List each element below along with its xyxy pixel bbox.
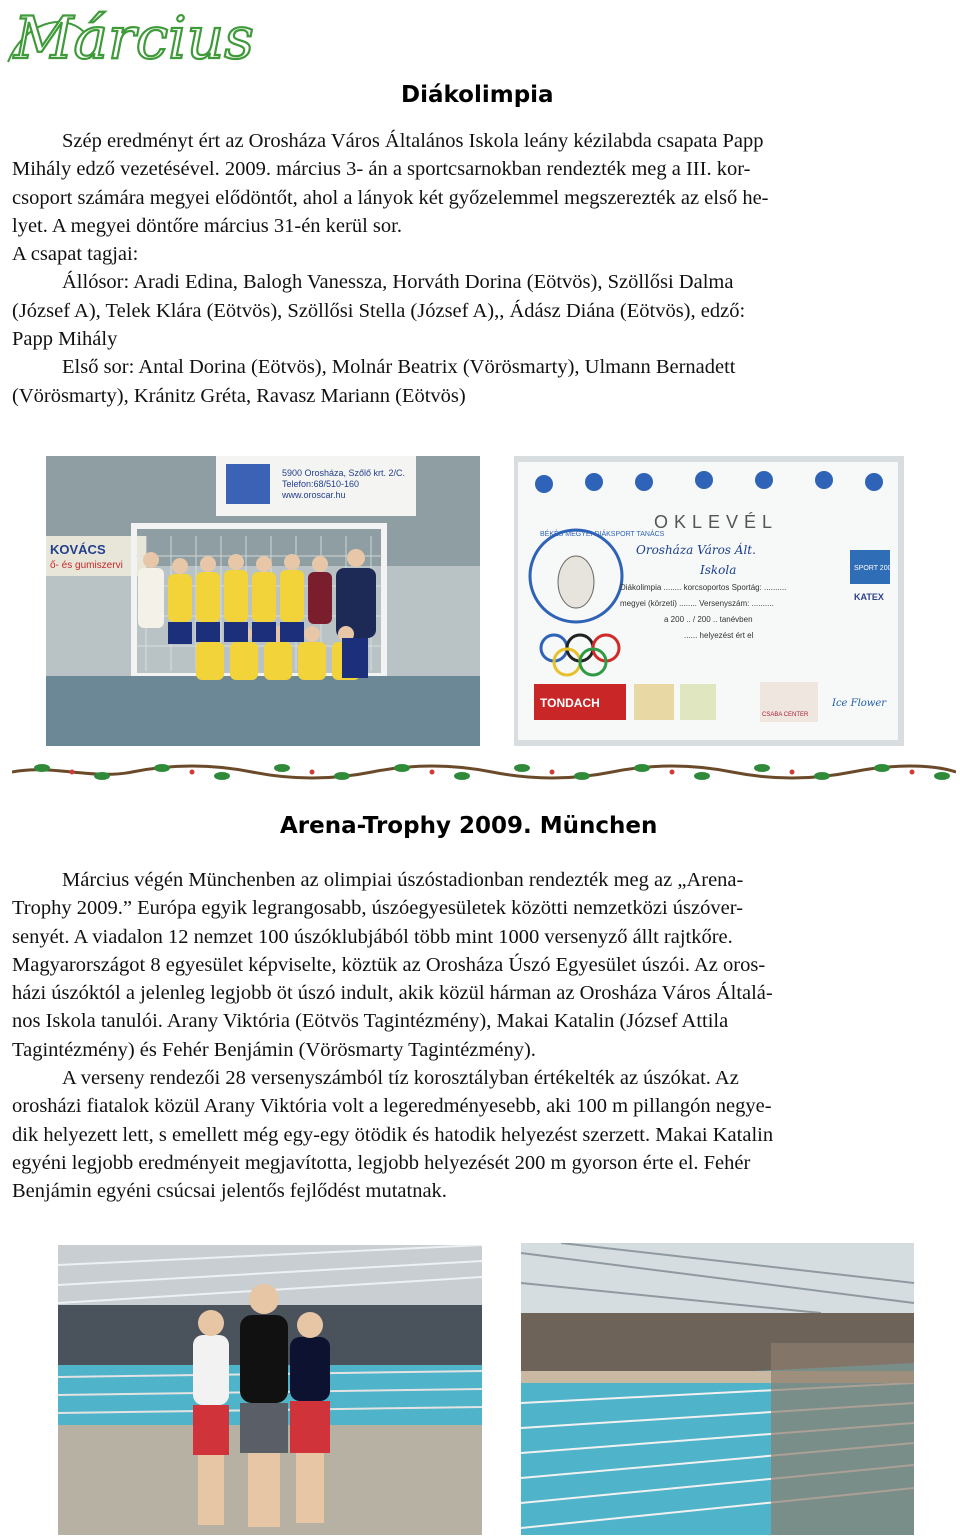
text-line: Magyarországot 8 egyesület képviselte, köztük az Orosháza Úszó Egyesület úszói. Az oros-	[12, 953, 766, 976]
text-line: Első sor: Antal Dorina (Eötvös), Molnár Beatrix (Vörösmarty), Ulmann Bernadett	[62, 356, 736, 379]
banner-phone: Telefon:68/510-160	[282, 479, 360, 489]
certificate-photo	[514, 456, 904, 746]
marcius-logo	[4, 2, 304, 72]
text-line: házi úszóktól a jelenleg legjobb öt úszó indult, akik közül hárman az Orosháza Város Általá-	[12, 982, 773, 1005]
text-line: lyet. A megyei döntőre március 31-én kerül sor.	[12, 214, 402, 237]
sponsor-tondach: TONDACH	[540, 696, 600, 710]
sign-name: KOVÁCS	[50, 542, 106, 557]
banner-address: 5900 Orosháza, Szőlő krt. 2/C.	[282, 468, 406, 478]
text-line: egyéni legjobb eredményeit megjavította, legjobb helyezését 200 m gyorson érte el. Fehér	[12, 1151, 751, 1174]
text-line: Trophy 2009.” Európa egyik legrangosabb, úszóegyesületek közötti nemzetközi úszóver-	[12, 897, 743, 920]
team-photo	[46, 456, 480, 746]
diakolimpia-text	[12, 127, 950, 410]
text-line: A verseny rendezői 28 versenyszámból tíz korosztályban értékelték az úszókat. Az	[62, 1067, 739, 1090]
certificate-title: OKLEVÉL	[654, 512, 779, 532]
certificate-school: Orosháza Város Ált.	[636, 543, 756, 557]
text-line: orosházi fiatalok közül Arany Viktória volt a legeredményesebb, aki 100 m pillangón negye-	[12, 1095, 772, 1118]
text-line: Mihály edző vezetésével. 2009. március 3- án a sportcsarnokban rendezték meg a III. kor-	[12, 158, 751, 181]
seal-text: BÉKÉS MEGYEI DIÁKSPORT TANÁCS	[540, 531, 665, 538]
text-line: Március végén Münchenben az olimpiai úszóstadionban rendezték meg az „Arena-	[62, 869, 744, 891]
vine-divider	[12, 760, 956, 784]
logo-text: Március	[14, 4, 254, 72]
pool-photo	[521, 1243, 914, 1535]
certificate-row-2: megyei (körzeti) ........ Versenyszám: ..........	[620, 599, 774, 608]
text-line: senyét. A viadalon 12 nemzet 100 úszóklubjából több mint 1000 versenyző állt rajtkőre.	[12, 925, 733, 948]
text-line: (József A), Telek Klára (Eötvös), Szöllősi Stella (József A),, Ádász Diána (Eötvös), edző:	[12, 299, 746, 322]
section-title-diakolimpia: Diákolimpia	[401, 82, 554, 108]
text-line: Szép eredményt ért az Orosháza Város Általános Iskola leány kézilabda csapata Papp	[62, 130, 764, 152]
section-title-arena-trophy: Arena-Trophy 2009. München	[280, 813, 658, 839]
sponsor-sport2000: SPORT 2000	[854, 565, 896, 572]
text-line: dik helyezett lett, s emellett még egy-egy ötödik és hatodik helyezést szerzett. Makai Katalin	[12, 1123, 774, 1146]
sponsor-ice-flower: Ice Flower	[832, 698, 887, 709]
arena-text	[12, 866, 950, 1206]
text-line: A csapat tagjai:	[12, 243, 139, 266]
text-line: Állósor: Aradi Edina, Balogh Vanessza, Horváth Dorina (Eötvös), Szöllősi Dalma	[62, 271, 734, 294]
certificate-row-1: Diákolimpia ........ korcsoportos Sportág: ..........	[620, 583, 787, 592]
sponsor-katex: KATEX	[854, 592, 884, 602]
text-line: nos Iskola tanulói. Arany Viktória (Eötvös Tagintézmény), Makai Katalin (József Attila	[12, 1010, 729, 1033]
text-line: Papp Mihály	[12, 328, 118, 351]
sponsor-csaba-center: CSABA CENTER	[762, 712, 809, 718]
text-line: (Vörösmarty), Kránitz Gréta, Ravasz Mariann (Eötvös)	[12, 384, 466, 407]
sign-sub: ő- és gumiszervi	[50, 560, 123, 571]
text-line: Benjámin egyéni csúcsai jelentős fejlődést mutatnak.	[12, 1180, 447, 1203]
certificate-row-4: ...... helyezést ért el	[684, 631, 754, 640]
banner-web: www.oroscar.hu	[282, 490, 346, 500]
certificate-row-3: a 200 .. / 200 .. tanévben	[664, 615, 753, 624]
text-line: csoport számára megyei elődöntőt, ahol a lányok két győzelemmel megszerezték az első he-	[12, 186, 769, 209]
certificate-school-2: Iskola	[700, 563, 737, 577]
swimmers-photo	[58, 1245, 482, 1535]
text-line: Tagintézmény) és Fehér Benjámin (Vörösmarty Tagintézmény).	[12, 1038, 536, 1061]
